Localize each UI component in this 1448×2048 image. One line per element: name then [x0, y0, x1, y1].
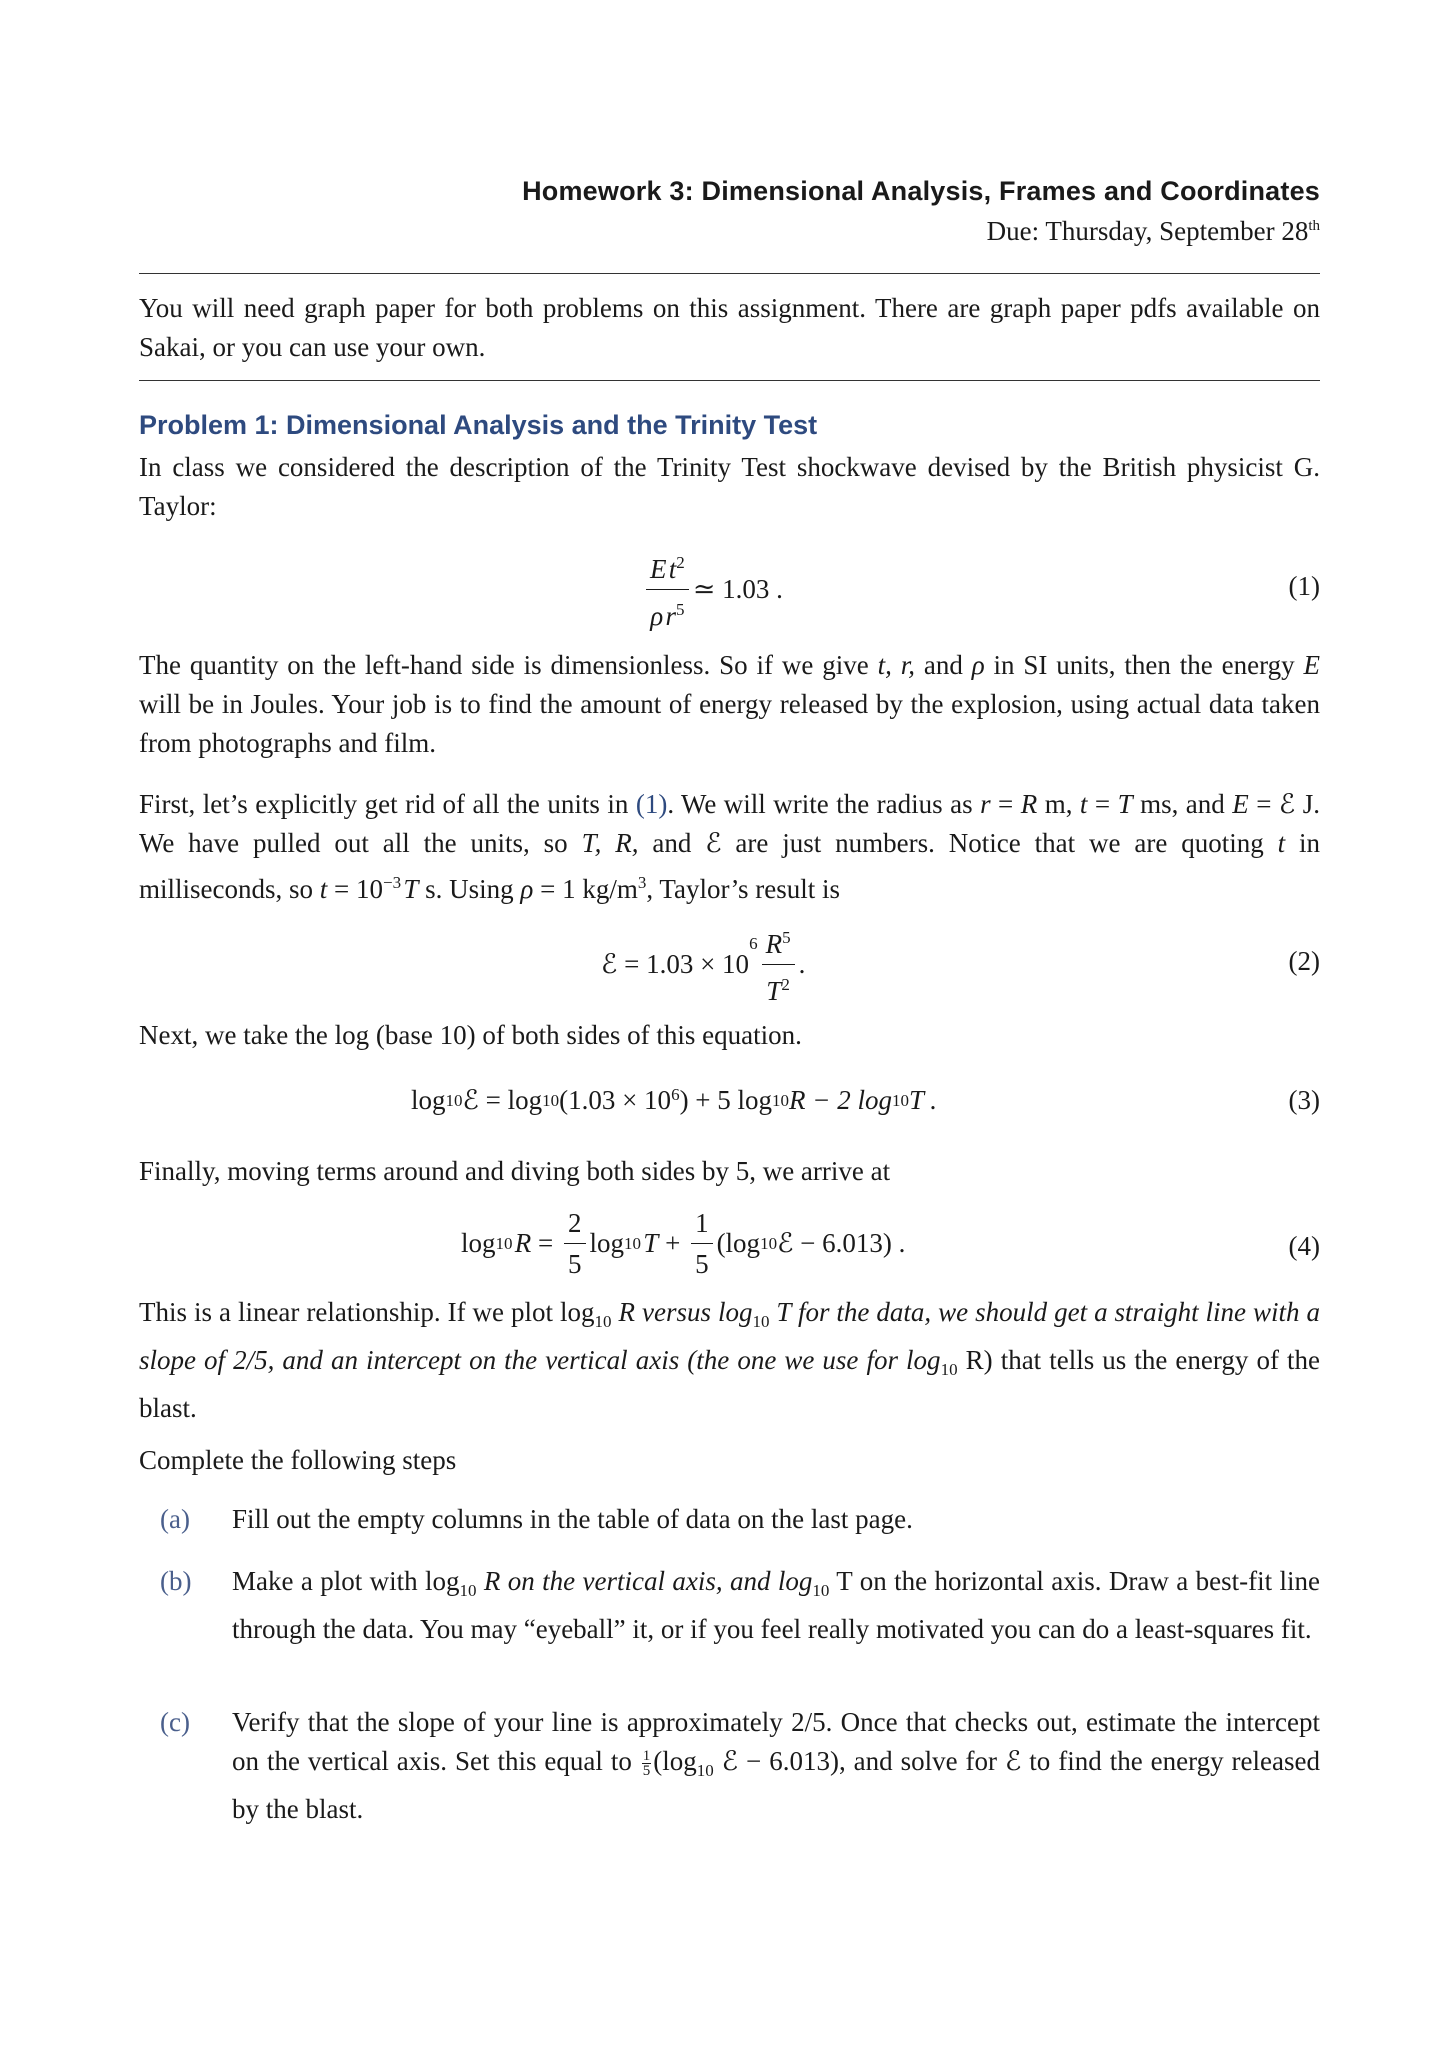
eq4-label: (4) — [1288, 1231, 1320, 1261]
top-divider — [139, 273, 1320, 274]
homework-title: Homework 3: Dimensional Analysis, Frames and Coordinates — [522, 176, 1320, 206]
equation-4: log 10 R = $\frac{2}{5}$ log 10 T + $\frac{1}{5}$ (log 10 ℰ − 6.013) . (4) — [139, 1205, 1320, 1295]
intro-paragraph: You will need graph paper for both problems on this assignment. There are graph paper pdfs available on Sakai, or you can use your own. — [139, 293, 1320, 362]
step-a-text: Fill out the empty columns in the table of data on the last page. — [232, 1504, 913, 1534]
intro-divider — [139, 380, 1320, 381]
equation-2 — [139, 920, 1320, 1010]
problem-heading: Problem 1: Dimensional Analysis and the Trinity Test — [139, 410, 818, 440]
step-b-label: (b) — [160, 1566, 192, 1596]
equation-3: log 10 ℰ = log 10 (1.03 × 10 $^6$ ) + 5 log 10 R − 2 log 10 T . (3) — [411, 1085, 1320, 1115]
eq2-fraction: $\frac{R^5}{T^2}$ — [762, 920, 795, 1009]
eq3-label: (3) — [1288, 1085, 1320, 1115]
eq1-rhs: ≃ 1.03 . — [692, 574, 783, 604]
eq1-r-exp: 5 — [676, 600, 685, 619]
equation-1 — [139, 545, 1320, 635]
eq1-fraction — [646, 545, 689, 634]
step-c-label: (c) — [160, 1707, 190, 1737]
step-a-label: (a) — [160, 1504, 190, 1534]
steps-intro: Complete the following steps — [139, 1445, 457, 1475]
rearrange-paragraph: Finally, moving terms around and diving both sides by 5, we arrive at — [139, 1156, 891, 1186]
eq2-label: (2) — [1288, 946, 1320, 976]
eq1-rho: ρ — [650, 601, 664, 631]
dimensionless-paragraph: The quantity on the left-hand side is dimensionless. So if we give t, r, and ρ in SI units, then the energy E will be in Joules. Your job is to find the amount of energy released by the explosion, using actual data taken from photographs and film. — [139, 650, 1320, 758]
eq2-tail: . — [798, 949, 806, 979]
eq1-t-exp: 2 — [676, 553, 685, 572]
eq1-label: (1) — [1288, 571, 1320, 601]
eq1-t: t — [668, 554, 677, 584]
units-paragraph: First, let’s explicitly get rid of all the units in (1). We will write the radius as r = R m, t = T ms, and E = ℰ J. We have pulled out all the units, so T, R, and ℰ are just numbers. Notice that we are quoting t in milliseconds, so $t = 10^{-3}$ T s. Using ρ = 1 $kg/m^3$, Taylor’s result is — [139, 789, 1320, 904]
due-date — [987, 216, 1320, 247]
eq2-lhs: ℰ = 1.03 × 10 — [601, 949, 750, 979]
problem-intro-paragraph: In class we considered the description of the Trinity Test shockwave devised by the British physicist G. Taylor: — [139, 452, 1320, 521]
due-date-text: Due: Thursday, September 28 — [986, 216, 1309, 246]
equation-1-ref[interactable]: (1) — [635, 789, 668, 819]
eq1-E: E — [650, 554, 667, 584]
linear-relationship-paragraph: This is a linear relationship. If we plot $\log_{10} R$ versus $\log_{10} T$ for the data, we should get a straight line with a slope of 2/5, and an intercept on the vertical axis (the one we use for $\log_{10} R$) that tells us the energy of the blast. — [139, 1297, 1321, 1423]
step-c-text: Verify that the slope of your line is approximately 2/5. Once that checks out, estimate the intercept on the vertical axis. Set this equal to $\frac{1}{5}$ ($\log_{10}$ ℰ − 6.013), and solve for ℰ to find the energy released by the blast. — [232, 1707, 1320, 1824]
due-date-suffix: th — [1308, 218, 1320, 234]
step-b-text: Make a plot with $\log_{10} R$ on the vertical axis, and $\log_{10} T$ on the horizontal axis. Draw a best-fit line through the data. You may “eyeball” it, or if you feel really motivated you can do a least-squares fit. — [232, 1566, 1321, 1644]
log-paragraph: Next, we take the log (base 10) of both sides of this equation. — [139, 1020, 802, 1050]
eq1-r: r — [665, 601, 677, 631]
eq2-exp: 6 — [749, 934, 758, 953]
